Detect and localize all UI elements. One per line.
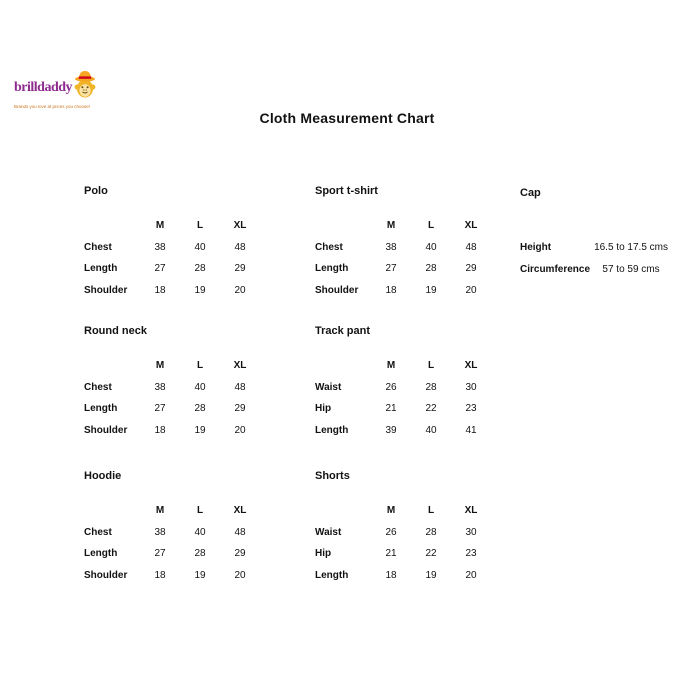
measurement-row bbox=[315, 398, 491, 420]
size-column-header: XL bbox=[464, 360, 478, 372]
measurement-label: Hip bbox=[315, 548, 332, 560]
section-hoodie bbox=[84, 470, 260, 586]
measurement-value: 38 bbox=[154, 241, 166, 253]
measurement-label: Length bbox=[315, 424, 349, 436]
section-title: Polo bbox=[84, 185, 108, 197]
table-header-row bbox=[315, 215, 491, 237]
measurement-row bbox=[84, 280, 260, 302]
size-column-header: XL bbox=[464, 220, 478, 232]
measurement-value: 18 bbox=[385, 569, 397, 581]
empty-corner-cell bbox=[315, 500, 371, 522]
measurement-label: Hip bbox=[315, 403, 332, 415]
size-column-header: XL bbox=[233, 220, 247, 232]
table-header-row bbox=[315, 355, 491, 377]
measurement-row bbox=[84, 258, 260, 280]
size-column-header: L bbox=[427, 360, 435, 372]
empty-corner-cell bbox=[84, 215, 140, 237]
measurement-row bbox=[84, 237, 260, 259]
measurement-label: Shoulder bbox=[315, 284, 359, 296]
measurement-label: Circumference bbox=[520, 263, 591, 275]
measurement-value: 18 bbox=[154, 284, 166, 296]
measurement-value: 21 bbox=[385, 548, 397, 560]
measurement-value: 48 bbox=[465, 241, 477, 253]
measurement-value: 29 bbox=[234, 263, 246, 275]
measurement-row bbox=[315, 522, 491, 544]
measurement-row bbox=[315, 543, 491, 565]
size-column-header: XL bbox=[233, 360, 247, 372]
measurement-row bbox=[520, 258, 672, 280]
measurement-label: Chest bbox=[84, 526, 112, 538]
measurement-value: 19 bbox=[425, 569, 437, 581]
measurement-value: 41 bbox=[465, 424, 477, 436]
measurement-value: 29 bbox=[234, 403, 246, 415]
measurement-row bbox=[84, 565, 260, 587]
table-header-row bbox=[84, 215, 260, 237]
measurement-label: Length bbox=[315, 263, 349, 275]
measurement-row bbox=[84, 543, 260, 565]
measurement-row bbox=[315, 280, 491, 302]
measurement-label: Length bbox=[84, 548, 118, 560]
measurement-value: 30 bbox=[465, 526, 477, 538]
sport-t-shirt-table bbox=[315, 215, 491, 301]
size-column-header: L bbox=[427, 505, 435, 517]
measurement-row bbox=[84, 377, 260, 399]
empty-corner-cell bbox=[315, 355, 371, 377]
section-polo bbox=[84, 185, 260, 301]
measurement-row bbox=[315, 565, 491, 587]
section-title: Round neck bbox=[84, 325, 147, 337]
measurement-row bbox=[520, 236, 672, 258]
size-column-header: L bbox=[196, 360, 204, 372]
polo-table bbox=[84, 215, 260, 301]
measurement-value: 27 bbox=[154, 548, 166, 560]
brilldaddy-logo bbox=[14, 70, 115, 111]
measurement-value: 23 bbox=[465, 548, 477, 560]
measurement-label: Length bbox=[84, 263, 118, 275]
measurement-value: 30 bbox=[465, 381, 477, 393]
measurement-value: 19 bbox=[425, 284, 437, 296]
measurement-row bbox=[315, 420, 491, 442]
size-column-header: L bbox=[196, 220, 204, 232]
section-shorts bbox=[315, 470, 491, 586]
cap-table bbox=[520, 236, 672, 280]
measurement-value: 28 bbox=[194, 403, 206, 415]
size-column-header: M bbox=[155, 220, 165, 232]
track-pant-table bbox=[315, 355, 491, 441]
measurement-label: Shoulder bbox=[84, 569, 128, 581]
round-neck-table bbox=[84, 355, 260, 441]
measurement-value: 40 bbox=[425, 241, 437, 253]
measurement-label: Length bbox=[84, 403, 118, 415]
measurement-value: 28 bbox=[425, 263, 437, 275]
measurement-row bbox=[84, 522, 260, 544]
brand-tagline: Brands you love at prices you choose! bbox=[14, 105, 91, 110]
section-track-pant bbox=[315, 325, 491, 441]
measurement-label: Shoulder bbox=[84, 284, 128, 296]
measurement-row bbox=[315, 258, 491, 280]
measurement-value: 22 bbox=[425, 548, 437, 560]
measurement-value: 27 bbox=[385, 263, 397, 275]
measurement-value: 19 bbox=[194, 284, 206, 296]
measurement-value: 20 bbox=[465, 569, 477, 581]
section-sport-t-shirt bbox=[315, 185, 491, 301]
measurement-value: 27 bbox=[154, 403, 166, 415]
measurement-value: 48 bbox=[234, 526, 246, 538]
measurement-value: 18 bbox=[154, 569, 166, 581]
measurement-value: 23 bbox=[465, 403, 477, 415]
measurement-row bbox=[84, 420, 260, 442]
size-column-header: L bbox=[196, 505, 204, 517]
measurement-row bbox=[315, 377, 491, 399]
section-cap bbox=[520, 187, 672, 280]
measurement-label: Shoulder bbox=[84, 424, 128, 436]
measurement-value: 29 bbox=[465, 263, 477, 275]
measurement-value: 19 bbox=[194, 569, 206, 581]
measurement-value: 26 bbox=[385, 526, 397, 538]
measurement-value: 22 bbox=[425, 403, 437, 415]
measurement-value: 28 bbox=[194, 263, 206, 275]
measurement-value: 40 bbox=[194, 381, 206, 393]
measurement-value: 48 bbox=[234, 241, 246, 253]
monkey-with-hat-icon bbox=[73, 70, 97, 105]
size-column-header: XL bbox=[233, 505, 247, 517]
measurement-label: Chest bbox=[84, 241, 112, 253]
measurement-value: 29 bbox=[234, 548, 246, 560]
measurement-label: Length bbox=[315, 569, 349, 581]
measurement-value: 38 bbox=[154, 526, 166, 538]
measurement-value: 40 bbox=[425, 424, 437, 436]
section-title: Cap bbox=[520, 187, 541, 199]
section-title: Track pant bbox=[315, 325, 371, 337]
measurement-value: 18 bbox=[385, 284, 397, 296]
measurement-row bbox=[84, 398, 260, 420]
section-title: Shorts bbox=[315, 470, 350, 482]
measurement-value: 39 bbox=[385, 424, 397, 436]
table-header-row bbox=[84, 500, 260, 522]
section-title: Hoodie bbox=[84, 470, 122, 482]
size-column-header: XL bbox=[464, 505, 478, 517]
measurement-value: 40 bbox=[194, 241, 206, 253]
measurement-row bbox=[315, 237, 491, 259]
page-title: Cloth Measurement Chart bbox=[259, 110, 435, 126]
table-header-row bbox=[315, 500, 491, 522]
measurement-value: 20 bbox=[234, 284, 246, 296]
measurement-value: 16.5 to 17.5 cms bbox=[594, 241, 668, 253]
empty-corner-cell bbox=[84, 355, 140, 377]
measurement-value: 26 bbox=[385, 381, 397, 393]
measurement-value: 38 bbox=[385, 241, 397, 253]
measurement-value: 40 bbox=[194, 526, 206, 538]
measurement-value: 28 bbox=[194, 548, 206, 560]
size-column-header: M bbox=[155, 360, 165, 372]
measurement-label: Waist bbox=[315, 381, 342, 393]
section-round-neck bbox=[84, 325, 260, 441]
brand-wordmark: brilldaddy bbox=[14, 80, 73, 95]
measurement-label: Chest bbox=[315, 241, 343, 253]
measurement-label: Height bbox=[520, 241, 552, 253]
measurement-label: Waist bbox=[315, 526, 342, 538]
measurement-value: 20 bbox=[234, 424, 246, 436]
measurement-value: 28 bbox=[425, 381, 437, 393]
empty-corner-cell bbox=[84, 500, 140, 522]
size-column-header: L bbox=[427, 220, 435, 232]
measurement-value: 21 bbox=[385, 403, 397, 415]
measurement-value: 38 bbox=[154, 381, 166, 393]
measurement-value: 20 bbox=[465, 284, 477, 296]
measurement-value: 27 bbox=[154, 263, 166, 275]
measurement-label: Chest bbox=[84, 381, 112, 393]
measurement-value: 57 to 59 cms bbox=[602, 263, 660, 275]
empty-corner-cell bbox=[315, 215, 371, 237]
shorts-table bbox=[315, 500, 491, 586]
size-column-header: M bbox=[386, 220, 396, 232]
measurement-value: 20 bbox=[234, 569, 246, 581]
size-column-header: M bbox=[155, 505, 165, 517]
size-column-header: M bbox=[386, 360, 396, 372]
section-title: Sport t-shirt bbox=[315, 185, 378, 197]
hoodie-table bbox=[84, 500, 260, 586]
measurement-value: 18 bbox=[154, 424, 166, 436]
measurement-value: 48 bbox=[234, 381, 246, 393]
table-header-row bbox=[84, 355, 260, 377]
measurement-value: 19 bbox=[194, 424, 206, 436]
measurement-value: 28 bbox=[425, 526, 437, 538]
size-column-header: M bbox=[386, 505, 396, 517]
